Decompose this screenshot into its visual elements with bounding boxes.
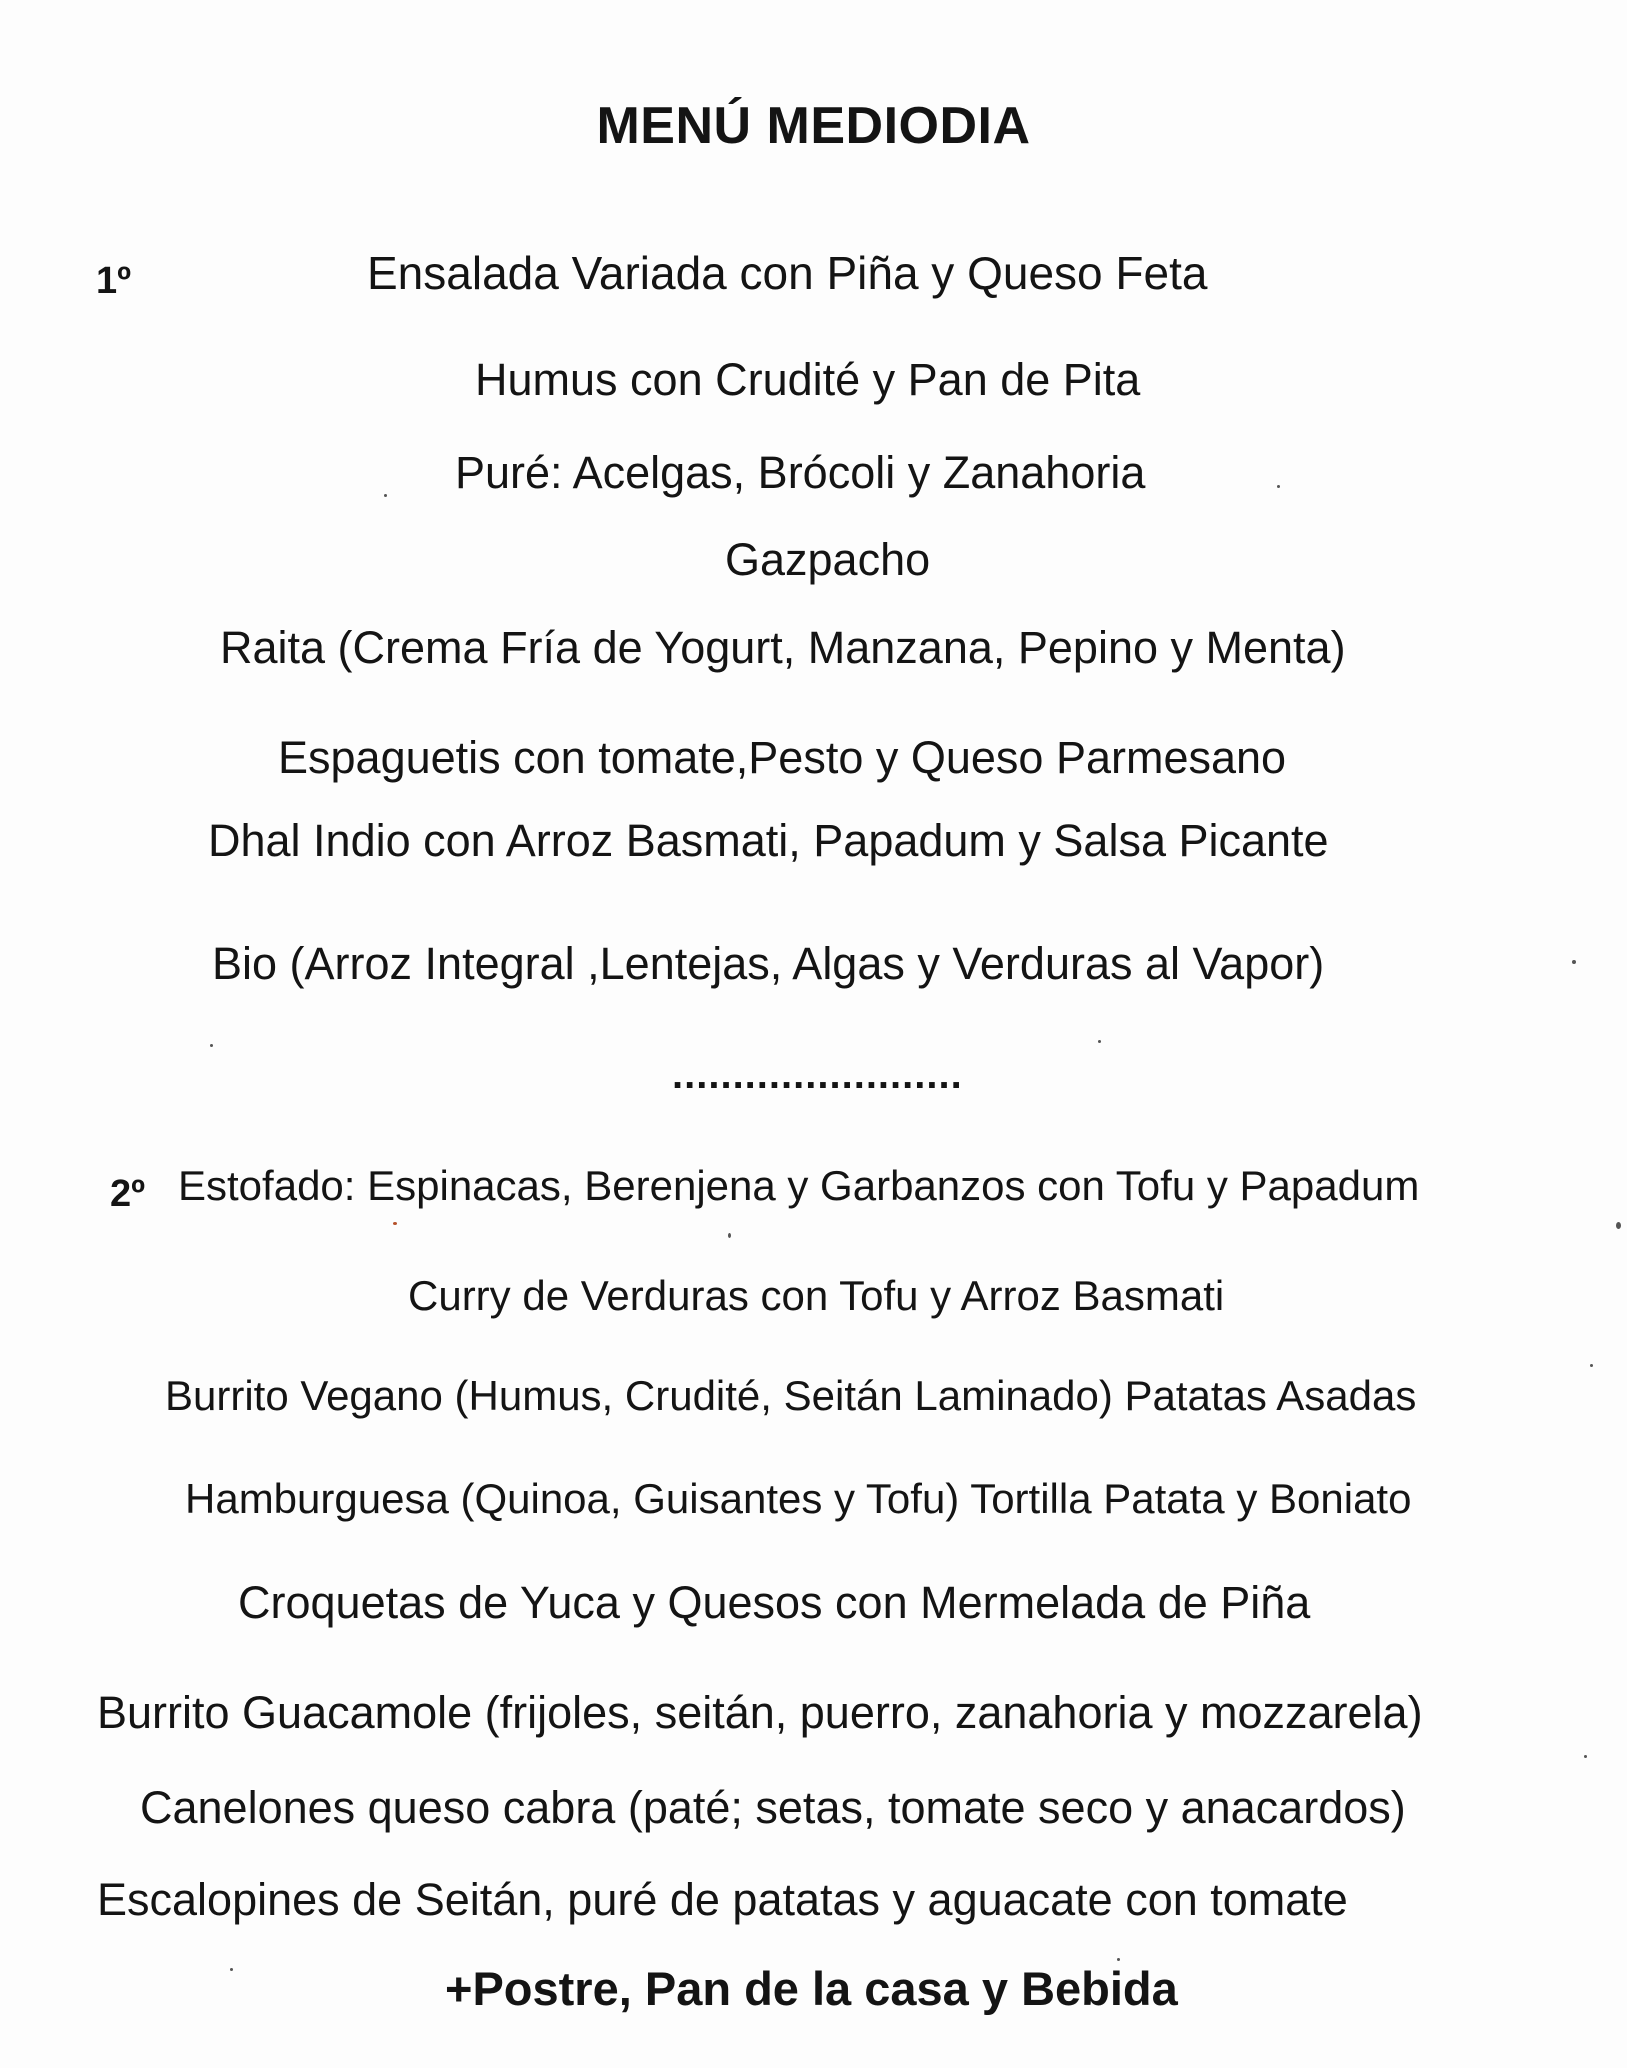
second-course-item: Burrito Guacamole (frijoles, seitán, puerro, zanahoria y mozzarela) (97, 1687, 1423, 1738)
scan-speck (384, 494, 387, 497)
scan-speck (1098, 1040, 1101, 1043)
scan-speck (1572, 960, 1576, 964)
second-course-label: 2º (110, 1173, 146, 1215)
menu-title: MENÚ MEDIODIA (596, 97, 1031, 155)
second-course-item: Estofado: Espinacas, Berenjena y Garbanzos con Tofu y Papadum (178, 1162, 1420, 1209)
menu-footer: +Postre, Pan de la casa y Bebida (445, 1962, 1178, 2015)
scan-speck (1277, 485, 1280, 488)
first-course-item: Gazpacho (725, 534, 931, 585)
scan-speck (393, 1222, 397, 1225)
second-course-item: Hamburguesa (Quinoa, Guisantes y Tofu) Tortilla Patata y Boniato (185, 1475, 1412, 1522)
second-course-item: Burrito Vegano (Humus, Crudité, Seitán Laminado) Patatas Asadas (165, 1372, 1417, 1419)
scan-speck (1590, 1364, 1593, 1367)
first-course-item: Espaguetis con tomate,Pesto y Queso Parmesano (278, 732, 1287, 783)
scan-speck (230, 1968, 233, 1971)
scan-speck (1117, 1958, 1120, 1961)
first-course-label: 1º (96, 260, 132, 302)
first-course-item: Ensalada Variada con Piña y Queso Feta (367, 247, 1208, 299)
first-course-item: Dhal Indio con Arroz Basmati, Papadum y Salsa Picante (208, 815, 1329, 866)
scan-speck (728, 1233, 731, 1238)
course-separator: ........................ (672, 1053, 963, 1097)
scan-speck (210, 1044, 213, 1047)
second-course-item: Curry de Verduras con Tofu y Arroz Basmati (408, 1272, 1225, 1319)
first-course-item: Humus con Crudité y Pan de Pita (475, 354, 1141, 405)
second-course-item: Canelones queso cabra (paté; setas, tomate seco y anacardos) (140, 1782, 1406, 1833)
first-course-item: Raita (Crema Fría de Yogurt, Manzana, Pepino y Menta) (220, 622, 1346, 673)
scan-speck (1584, 1755, 1587, 1758)
first-course-item: Bio (Arroz Integral ,Lentejas, Algas y Verduras al Vapor) (212, 938, 1325, 989)
second-course-item: Croquetas de Yuca y Quesos con Mermelada de Piña (238, 1577, 1311, 1628)
first-course-item: Puré: Acelgas, Brócoli y Zanahoria (455, 447, 1146, 498)
scan-speck (1616, 1222, 1621, 1229)
second-course-item: Escalopines de Seitán, puré de patatas y aguacate con tomate (97, 1874, 1348, 1925)
